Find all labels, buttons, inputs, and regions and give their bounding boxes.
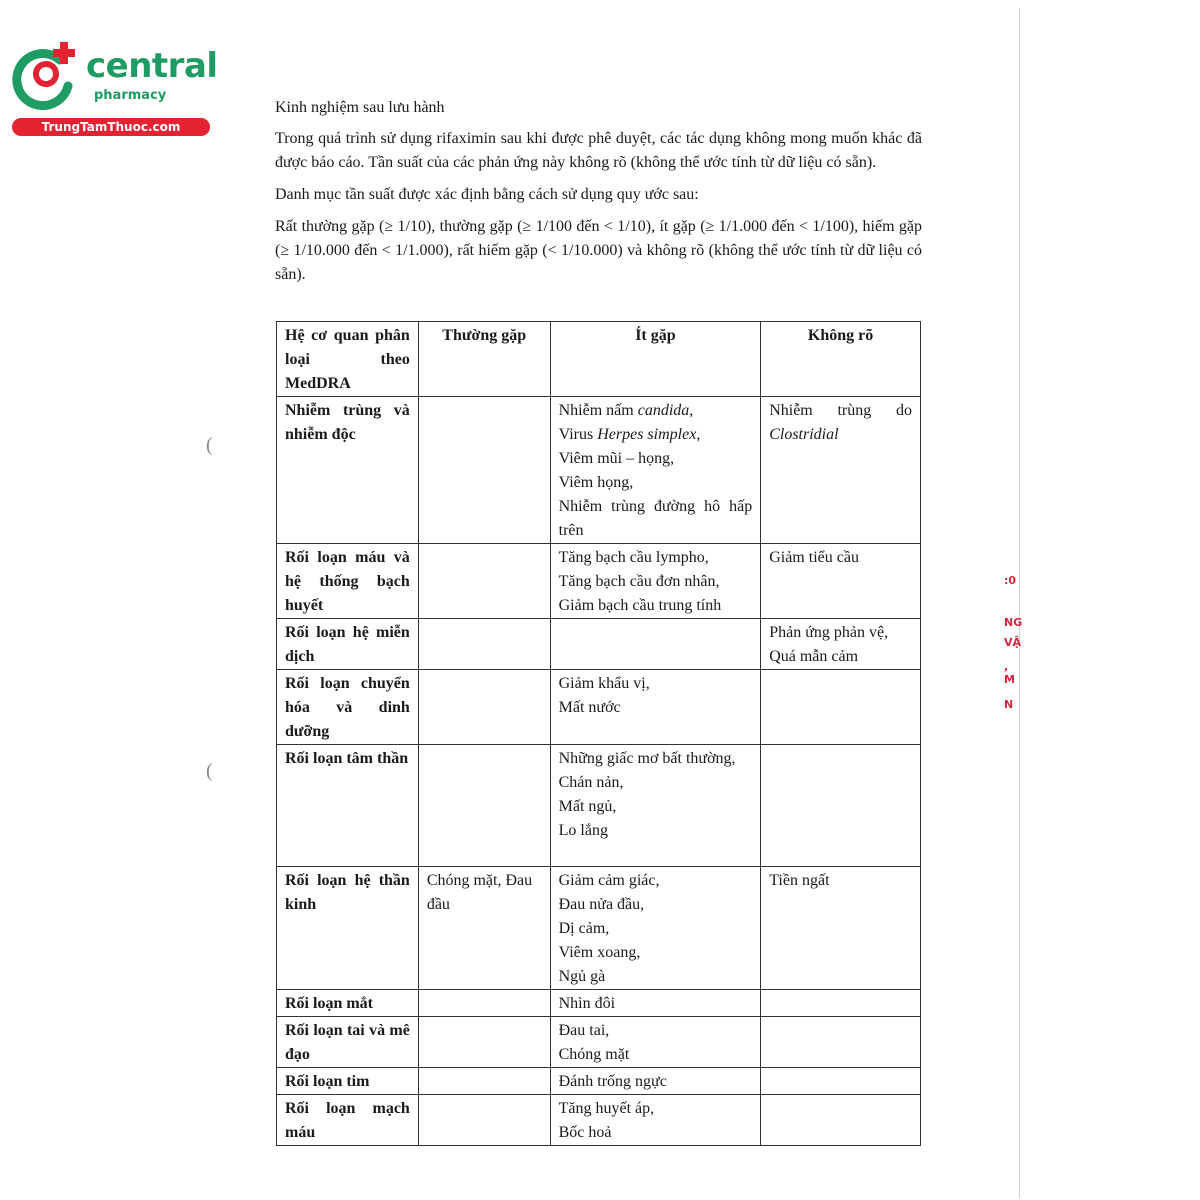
reaction: Giảm tiểu cầu xyxy=(769,549,859,566)
organ-class-cell: Rối loạn hệ miễn dịch xyxy=(277,619,419,670)
stamp-text: NG xyxy=(1004,616,1023,629)
paragraph-frequency-intro: Danh mục tần suất được xác định bằng cách sử dụng quy ước sau: xyxy=(275,186,699,203)
table-row xyxy=(277,867,921,990)
reaction: Đánh trống ngực xyxy=(558,1073,667,1090)
unknown-cell xyxy=(761,745,921,867)
header-organ-class: Hệ cơ quan phân loại theo MedDRA xyxy=(277,322,419,397)
unknown-cell xyxy=(761,1017,921,1068)
reaction: Giảm bạch cầu trung tính xyxy=(558,597,722,614)
table-row xyxy=(277,1068,921,1095)
unknown-cell xyxy=(761,1095,921,1146)
reaction: Nhiễm trùng do Clostridial xyxy=(769,402,912,443)
table-row xyxy=(277,1017,921,1068)
uncommon-cell xyxy=(550,619,761,670)
reaction: Quá mẫn cảm xyxy=(769,648,859,665)
reaction: Viêm xoang, xyxy=(558,944,641,961)
reaction: Đau nửa đầu, xyxy=(558,896,645,913)
uncommon-cell xyxy=(550,745,761,867)
table-row xyxy=(277,745,921,867)
central-pharmacy-logo[interactable] xyxy=(10,36,218,136)
reaction: Chóng mặt xyxy=(558,1046,630,1063)
table-header-row xyxy=(277,322,921,397)
species-name: Clostridial xyxy=(769,426,839,443)
reaction: Giảm khẩu vị, xyxy=(558,675,650,692)
red-stamp-fragment xyxy=(1002,574,1022,724)
reaction: Đau tai, xyxy=(558,1022,610,1039)
reaction: Mất ngủ, xyxy=(558,798,617,815)
table-row xyxy=(277,544,921,619)
reaction: Những giấc mơ bất thường, xyxy=(558,750,736,767)
reaction: Nhìn đôi xyxy=(558,995,616,1012)
common-cell xyxy=(418,745,550,867)
organ-class-cell: Rối loạn tâm thần xyxy=(277,745,419,867)
common-cell xyxy=(418,619,550,670)
table-row xyxy=(277,619,921,670)
reaction: Nhiễm trùng đường hô hấp trên xyxy=(558,498,753,539)
stamp-text: VẬ xyxy=(1004,636,1022,649)
document-body xyxy=(275,96,922,287)
reaction: Tăng bạch cầu đơn nhân, xyxy=(558,573,720,590)
unknown-cell xyxy=(761,1068,921,1095)
uncommon-cell xyxy=(550,1095,761,1146)
reaction: Viêm họng, xyxy=(558,474,634,491)
section-title: Kinh nghiệm sau lưu hành xyxy=(275,99,445,116)
logo-url-badge: TrungTamThuoc.com xyxy=(12,118,210,136)
unknown-cell xyxy=(761,544,921,619)
table-row xyxy=(277,990,921,1017)
species-name: candida xyxy=(637,402,690,419)
organ-class-cell: Rối loạn chuyển hóa và dinh dưỡng xyxy=(277,670,419,745)
common-cell xyxy=(418,670,550,745)
reaction: Tăng huyết áp, xyxy=(558,1100,655,1117)
uncommon-cell xyxy=(550,1017,761,1068)
reaction: Phản ứng phản vệ, xyxy=(769,624,889,641)
unknown-cell xyxy=(761,670,921,745)
common-cell xyxy=(418,1017,550,1068)
uncommon-cell xyxy=(550,544,761,619)
organ-class-cell: Rối loạn hệ thần kinh xyxy=(277,867,419,990)
reaction: Viêm mũi – họng, xyxy=(558,450,675,467)
reaction: Lo lắng xyxy=(558,822,608,839)
header-uncommon: Ít gặp xyxy=(550,322,761,397)
header-unknown: Không rõ xyxy=(761,322,921,397)
reaction: Mất nước xyxy=(558,699,621,716)
species-name: Herpes simplex xyxy=(597,426,697,443)
table-row xyxy=(277,670,921,745)
uncommon-cell xyxy=(550,1068,761,1095)
reaction: Bốc hoả xyxy=(558,1124,612,1141)
unknown-cell xyxy=(761,867,921,990)
table-row xyxy=(277,397,921,544)
uncommon-cell xyxy=(550,990,761,1017)
logo-subtitle: pharmacy xyxy=(94,88,167,103)
pharmacy-cross-icon xyxy=(10,38,82,110)
organ-class-cell: Rối loạn tim xyxy=(277,1068,419,1095)
header-common: Thường gặp xyxy=(418,322,550,397)
organ-class-cell: Rối loạn máu và hệ thống bạch huyết xyxy=(277,544,419,619)
paragraph-postmarketing: Trong quá trình sử dụng rifaximin sau khi được phê duyệt, các tác dụng không mong muốn khác đã được báo cáo. Tần suất của các phản ứng này không rõ (không thể ước tính từ dữ liệu có sẵn). xyxy=(275,130,922,171)
reaction: Dị cảm, xyxy=(558,920,610,937)
common-cell xyxy=(418,1068,550,1095)
stamp-text: N xyxy=(1004,698,1014,711)
organ-class-cell: Rối loạn mạch máu xyxy=(277,1095,419,1146)
common-cell xyxy=(418,544,550,619)
reaction: Chán nản, xyxy=(558,774,624,791)
common-cell xyxy=(418,1095,550,1146)
reaction: Ngủ gà xyxy=(558,968,606,985)
uncommon-cell xyxy=(550,397,761,544)
organ-class-cell: Rối loạn mắt xyxy=(277,990,419,1017)
unknown-cell xyxy=(761,619,921,670)
stamp-text: , M xyxy=(1004,660,1015,686)
table-row xyxy=(277,1095,921,1146)
reaction: Tiền ngất xyxy=(769,872,830,889)
paragraph-frequency-convention: Rất thường gặp (≥ 1/10), thường gặp (≥ 1/100 đến < 1/10), ít gặp (≥ 1/1.000 đến < 1/100), hiếm gặp (≥ 1/10.000 đến < 1/1.000), rất hiếm gặp (< 1/10.000) và không rõ (không thể ước tính từ dữ liệu có sẵn). xyxy=(275,218,922,283)
adverse-reactions-table xyxy=(276,321,921,1146)
uncommon-cell xyxy=(550,867,761,990)
margin-mark: ( xyxy=(206,760,213,782)
reaction: Nhiễm nấm candida, xyxy=(558,402,694,419)
organ-class-cell: Rối loạn tai và mê đạo xyxy=(277,1017,419,1068)
uncommon-cell xyxy=(550,670,761,745)
common-cell xyxy=(418,397,550,544)
common-cell xyxy=(418,990,550,1017)
common-cell: Chóng mặt, Đau đầu xyxy=(418,867,550,990)
organ-class-cell: Nhiễm trùng và nhiễm độc xyxy=(277,397,419,544)
margin-mark: ( xyxy=(206,434,213,456)
reaction: Tăng bạch cầu lympho, xyxy=(558,549,709,566)
reaction: Giảm cảm giác, xyxy=(558,872,660,889)
stamp-text: :0 xyxy=(1004,574,1017,587)
logo-name: central xyxy=(86,46,218,86)
unknown-cell xyxy=(761,397,921,544)
unknown-cell xyxy=(761,990,921,1017)
reaction: Virus Herpes simplex, xyxy=(558,426,701,443)
